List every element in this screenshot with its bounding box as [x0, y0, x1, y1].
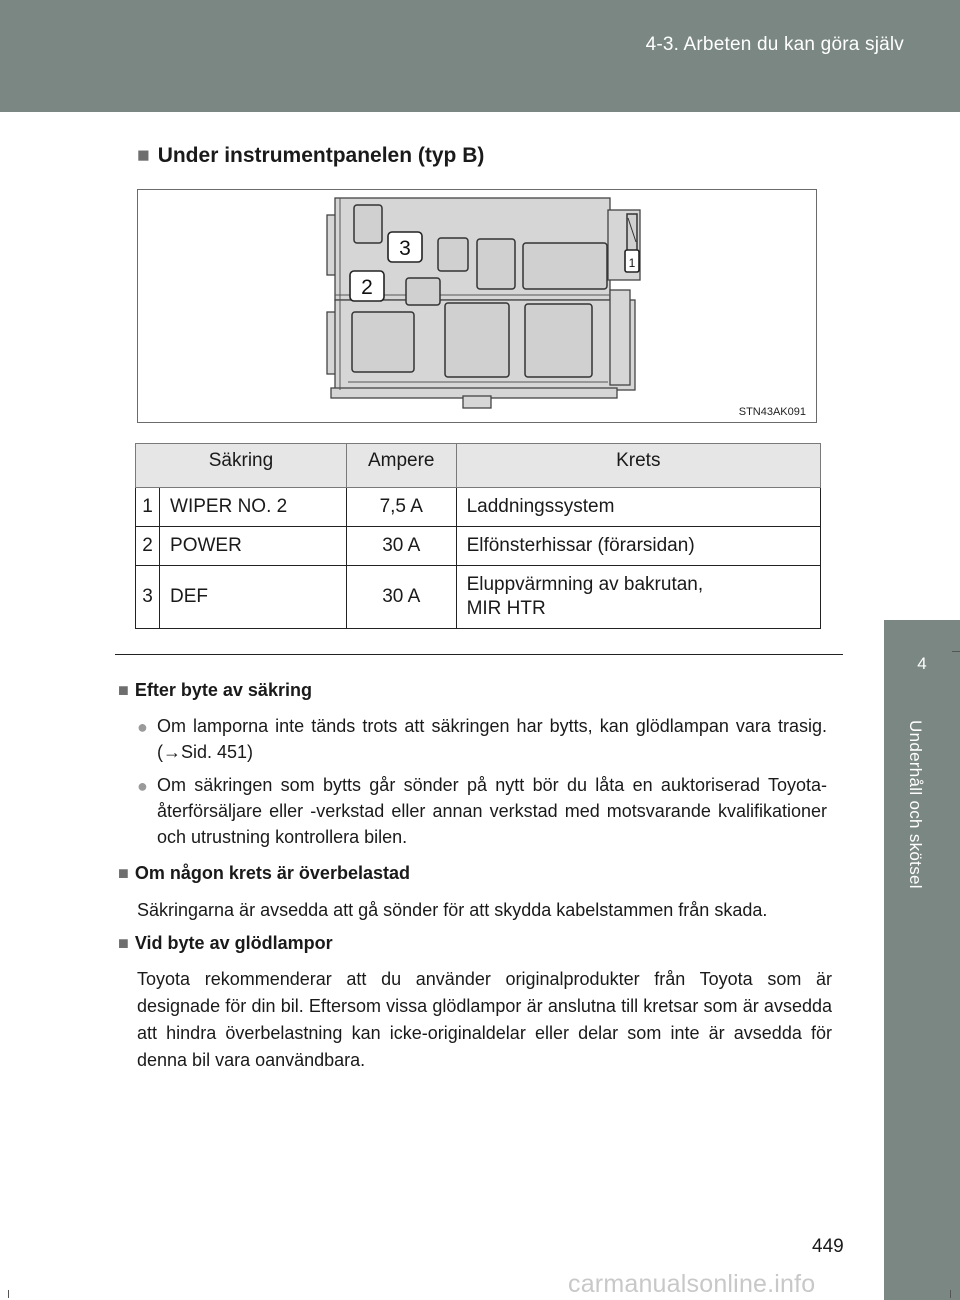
note-heading: [118, 680, 312, 701]
chapter-number: 4: [917, 654, 927, 673]
crop-mark: [952, 651, 960, 652]
bullet-item: [137, 713, 827, 765]
fuse-table: [135, 443, 821, 629]
header-fuse: Säkring: [136, 444, 347, 488]
crop-mark: [950, 1290, 951, 1298]
fuse-ampere: 30 A: [346, 527, 456, 566]
square-bullet-icon: ■: [118, 863, 129, 883]
fuse-slot: [354, 205, 382, 243]
fuse-slot: [352, 312, 414, 372]
crop-mark: [8, 1290, 9, 1298]
fuse-slot: [477, 239, 515, 289]
note-heading-text: Om någon krets är överbelastad: [134, 863, 410, 883]
round-bullet-icon: ●: [137, 717, 148, 737]
callout-label-3: 3: [399, 237, 411, 260]
note-paragraph: Säkringarna är avsedda att gå sönder för att skydda kabelstammen från skada.: [137, 900, 768, 920]
bullet-text: Om lamporna inte tänds trots att säkringen har bytts, kan glödlampan vara trasig. (→Sid. 451): [157, 716, 827, 762]
section-divider: [115, 654, 843, 655]
section-heading: [137, 144, 484, 168]
fuse-circuit: Laddningssystem: [456, 488, 820, 527]
fuse-circuit: [456, 566, 820, 629]
note-heading: [118, 933, 333, 954]
chapter-tab: [884, 620, 960, 712]
fuse-box-diagram: [138, 190, 818, 424]
fuse-number: 1: [136, 488, 160, 527]
table-header-row: [136, 444, 821, 488]
fuse-slot: [445, 303, 509, 377]
table-row: [136, 527, 821, 566]
section-heading-text: Under instrumentpanelen (typ B): [157, 144, 485, 167]
bullet-item: [137, 772, 827, 850]
watermark: carmanualsonline.info: [568, 1270, 816, 1298]
header-ampere: Ampere: [346, 444, 456, 488]
bullet-text: Om säkringen som bytts går sönder på nytt bör du låta en auktoriserad Toyota-återförsäljare eller -verkstad eller annan verkstad med motsvarande kvalifikationer och utrustning kontrollera bilen.: [157, 775, 827, 847]
page-number: 449: [812, 1236, 844, 1257]
fuse-box-right-panel: [610, 290, 630, 385]
note-heading-text: Vid byte av glödlampor: [134, 933, 333, 953]
square-bullet-icon: ■: [118, 680, 129, 700]
header-circuit: Krets: [456, 444, 820, 488]
fuse-circuit-line: MIR HTR: [466, 598, 546, 619]
chapter-side-label: Underhåll och skötsel: [906, 720, 925, 889]
callout-label-2: 2: [361, 276, 373, 299]
table-row: [136, 566, 821, 629]
fuse-circuit: Elfönsterhissar (förarsidan): [456, 527, 820, 566]
fuse-name: POWER: [160, 527, 347, 566]
square-bullet-icon: ■: [118, 933, 129, 953]
fuse-name: WIPER NO. 2: [160, 488, 347, 527]
square-bullet-icon: ■: [137, 144, 150, 167]
round-bullet-icon: ●: [137, 776, 148, 796]
fuse-slot: [406, 278, 440, 305]
fuse-slot: [438, 238, 468, 271]
chapter-title: 4-3. Arbeten du kan göra själv: [645, 34, 904, 55]
figure-code: STN43AK091: [738, 406, 806, 418]
fuse-ampere: 7,5 A: [346, 488, 456, 527]
note-heading-text: Efter byte av säkring: [134, 680, 312, 700]
note-paragraph: Toyota rekommenderar att du använder originalprodukter från Toyota som är designade för din bil. Eftersom vissa glödlampor är anslutna till kretsar som är avsedda att hindra överbelastning kan icke-originaldelar eller delar som inte är avsedda för denna bil vara oanvändbara.: [137, 969, 832, 1070]
callout-label-1: 1: [628, 256, 636, 270]
fuse-slot: [523, 243, 607, 289]
fuse-number: 3: [136, 566, 160, 629]
fuse-number: 2: [136, 527, 160, 566]
note-heading: [118, 863, 410, 884]
fuse-circuit-line: Eluppvärmning av bakrutan,: [466, 574, 704, 595]
fuse-ampere: 30 A: [346, 566, 456, 629]
table-row: [136, 488, 821, 527]
fuse-name: DEF: [160, 566, 347, 629]
fuse-slot: [525, 304, 592, 377]
header-band: [0, 0, 960, 112]
fuse-box-bottom-tab: [463, 396, 491, 408]
fuse-box-figure: [137, 189, 817, 423]
